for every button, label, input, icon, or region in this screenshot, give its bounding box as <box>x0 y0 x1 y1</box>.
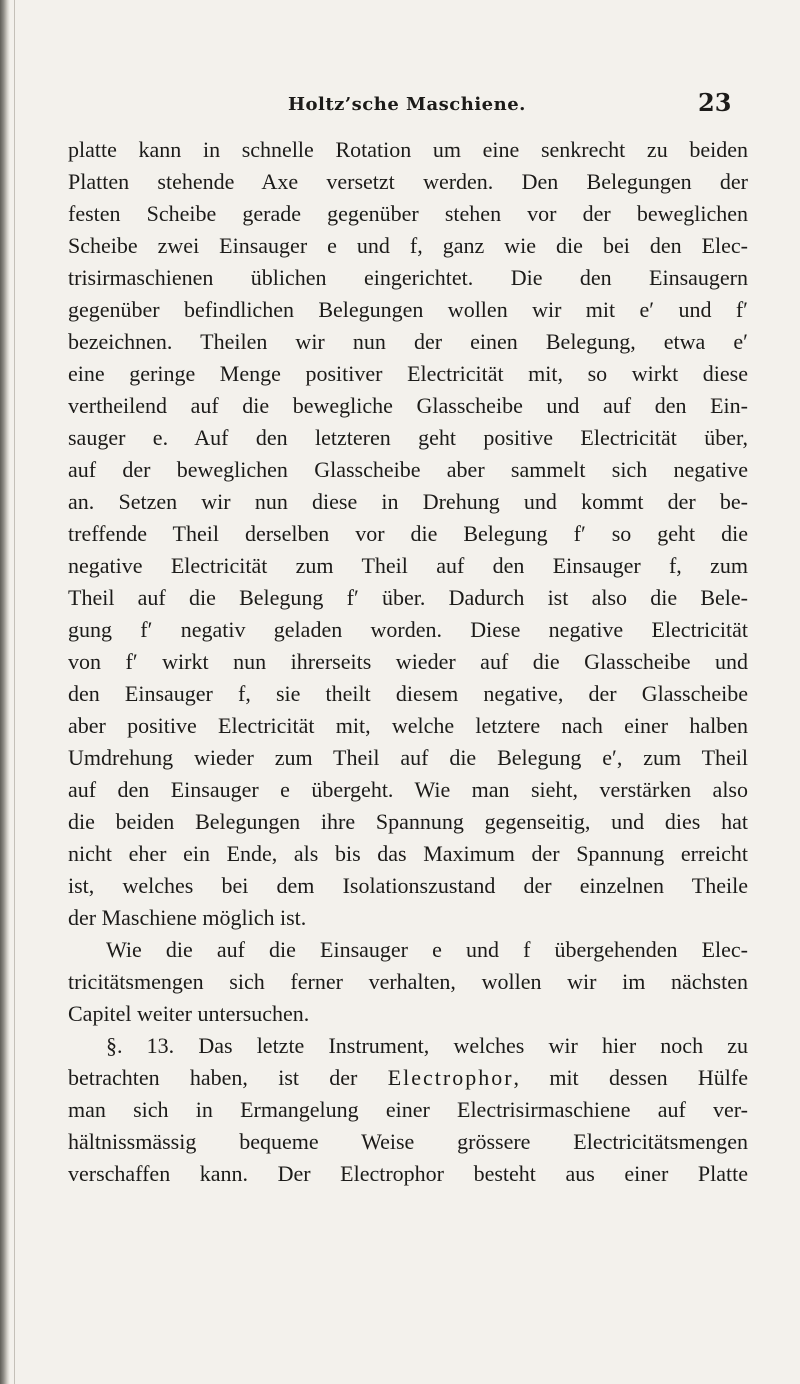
page-fold-line <box>14 0 15 1384</box>
text-line: bezeichnen. Theilen wir nun der einen Belegung, etwa e′ <box>68 329 748 354</box>
text-line: Umdrehung wieder zum Theil auf die Belegung e′, zum Theil <box>68 745 748 770</box>
text-line: platte kann in schnelle Rotation um eine senkrecht zu beiden <box>68 137 748 162</box>
text-line: vertheilend auf die bewegliche Glasscheibe und auf den Ein- <box>68 393 748 418</box>
text-line <box>68 1062 748 1094</box>
text-line: tricitätsmengen sich ferner verhalten, wollen wir im nächsten <box>68 969 748 994</box>
text-line: Capitel weiter untersuchen. <box>68 1001 310 1026</box>
text-line: gegenüber befindlichen Belegungen wollen wir mit e′ und f′ <box>68 297 748 322</box>
text-line: Platten stehende Axe versetzt werden. Den Belegungen der <box>68 169 748 194</box>
text-line: §. 13. Das letzte Instrument, welches wir hier noch zu <box>106 1033 748 1058</box>
emphasized-term: Electrophor <box>387 1065 514 1090</box>
text-line: man sich in Ermangelung einer Electrisirmaschiene auf ver- <box>68 1097 748 1122</box>
text-line: ist, welches bei dem Isolationszustand der einzelnen Theile <box>68 873 748 898</box>
running-title: Holtz’sche Maschiene. <box>288 94 526 115</box>
text-fragment: betrachten haben, ist der <box>68 1065 358 1090</box>
text-line: Theil auf die Belegung f′ über. Dadurch ist also die Bele- <box>68 585 748 610</box>
text-line: hältnissmässig bequeme Weise grössere Electricitätsmengen <box>68 1129 748 1154</box>
page-header <box>0 90 800 130</box>
text-line: die beiden Belegungen ihre Spannung gegenseitig, und dies hat <box>68 809 748 834</box>
text-line: auf der beweglichen Glasscheibe aber sammelt sich negative <box>68 457 748 482</box>
page-number: 23 <box>698 88 732 117</box>
text-line: verschaffen kann. Der Electrophor besteht aus einer Platte <box>68 1161 748 1186</box>
text-line: aber positive Electricität mit, welche letztere nach einer halben <box>68 713 748 738</box>
text-line: Wie die auf die Einsauger e und f übergehenden Elec- <box>106 937 748 962</box>
text-line: an. Setzen wir nun diese in Drehung und kommt der be- <box>68 489 748 514</box>
text-line: trisirmaschienen üblichen eingerichtet. Die den Einsaugern <box>68 265 748 290</box>
text-line: sauger e. Auf den letzteren geht positive Electricität über, <box>68 425 748 450</box>
text-line: gung f′ negativ geladen worden. Diese negative Electricität <box>68 617 748 642</box>
text-fragment: , mit dessen Hülfe <box>513 1065 748 1090</box>
text-line: der Maschiene möglich ist. <box>68 905 307 930</box>
text-line: nicht eher ein Ende, als bis das Maximum der Spannung erreicht <box>68 841 748 866</box>
text-line: auf den Einsauger e übergeht. Wie man sieht, verstärken also <box>68 777 748 802</box>
text-line: eine geringe Menge positiver Electricität mit, so wirkt diese <box>68 361 748 386</box>
text-line: Scheibe zwei Einsauger e und f, ganz wie die bei den Elec- <box>68 233 748 258</box>
text-line: den Einsauger f, sie theilt diesem negative, der Glasscheibe <box>68 681 748 706</box>
text-line: von f′ wirkt nun ihrerseits wieder auf die Glasscheibe und <box>68 649 748 674</box>
text-line: negative Electricität zum Theil auf den Einsauger f, zum <box>68 553 748 578</box>
body-text <box>68 134 748 1190</box>
text-line: festen Scheibe gerade gegenüber stehen vor der beweglichen <box>68 201 748 226</box>
text-line: treffende Theil derselben vor die Belegung f′ so geht die <box>68 521 748 546</box>
page-binding-edge <box>0 0 10 1384</box>
